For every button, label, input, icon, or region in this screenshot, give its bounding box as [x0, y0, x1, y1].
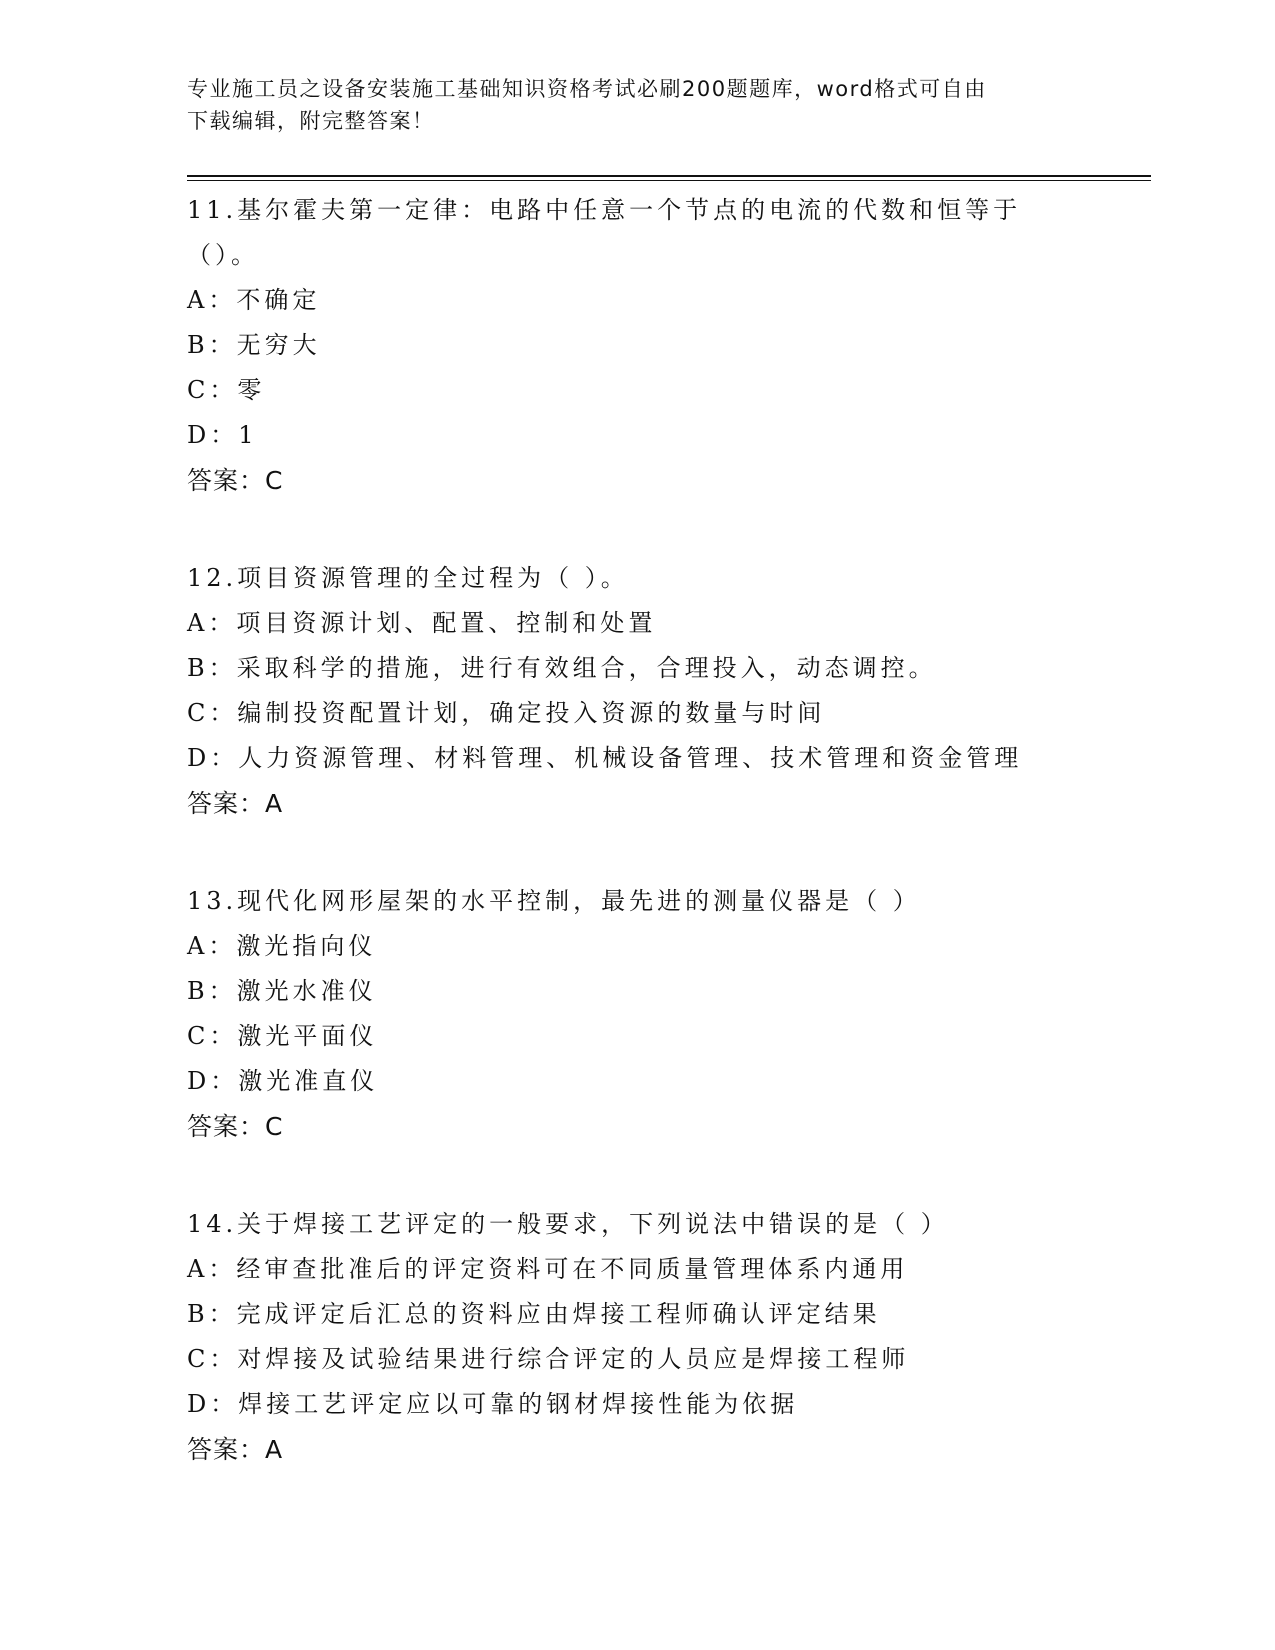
answer-line: 答案：C — [187, 1112, 284, 1141]
question-stem: 12.项目资源管理的全过程为（ ）。 — [187, 564, 629, 592]
question-12 — [187, 556, 1087, 826]
option-d: D：焊接工艺评定应以可靠的钢材焊接性能为依据 — [187, 1390, 799, 1418]
answer-line: 答案：C — [187, 466, 284, 495]
option-c: C：对焊接及试验结果进行综合评定的人员应是焊接工程师 — [187, 1345, 910, 1373]
option-b: B：采取科学的措施，进行有效组合，合理投入，动态调控。 — [187, 654, 937, 682]
question-13 — [187, 879, 1087, 1149]
question-stem: 13.现代化网形屋架的水平控制，最先进的测量仪器是（ ） — [187, 887, 921, 915]
question-stem: 11.基尔霍夫第一定律：电路中任意一个节点的电流的代数和恒等于（）。 — [187, 196, 1022, 269]
option-a: A：不确定 — [187, 286, 321, 314]
header-divider-thin — [187, 180, 1151, 181]
header-line-2: 下载编辑，附完整答案！ — [187, 109, 435, 133]
option-d: D：1 — [187, 421, 258, 449]
option-d: D：激光准直仪 — [187, 1067, 379, 1095]
option-c: C：激光平面仪 — [187, 1022, 378, 1050]
option-a: A：项目资源计划、配置、控制和处置 — [187, 609, 657, 637]
option-a: A：经审查批准后的评定资料可在不同质量管理体系内通用 — [187, 1255, 909, 1283]
option-c: C：零 — [187, 376, 266, 404]
option-b: B：完成评定后汇总的资料应由焊接工程师确认评定结果 — [187, 1300, 881, 1328]
question-14 — [187, 1202, 1087, 1472]
option-b: B：激光水准仪 — [187, 977, 377, 1005]
option-c: C：编制投资配置计划，确定投入资源的数量与时间 — [187, 699, 826, 727]
answer-line: 答案：A — [187, 789, 284, 818]
option-a: A：激光指向仪 — [187, 932, 377, 960]
option-b: B：无穷大 — [187, 331, 321, 359]
question-stem: 14.关于焊接工艺评定的一般要求，下列说法中错误的是（ ） — [187, 1210, 949, 1238]
answer-line: 答案：A — [187, 1435, 284, 1464]
option-d: D：人力资源管理、材料管理、机械设备管理、技术管理和资金管理 — [187, 744, 1023, 772]
question-list — [187, 188, 1087, 1525]
document-header — [187, 73, 1067, 137]
header-line-1: 专业施工员之设备安装施工基础知识资格考试必刷200题题库，word格式可自由 — [187, 77, 987, 101]
question-11 — [187, 188, 1087, 503]
header-divider-thick — [187, 175, 1151, 177]
